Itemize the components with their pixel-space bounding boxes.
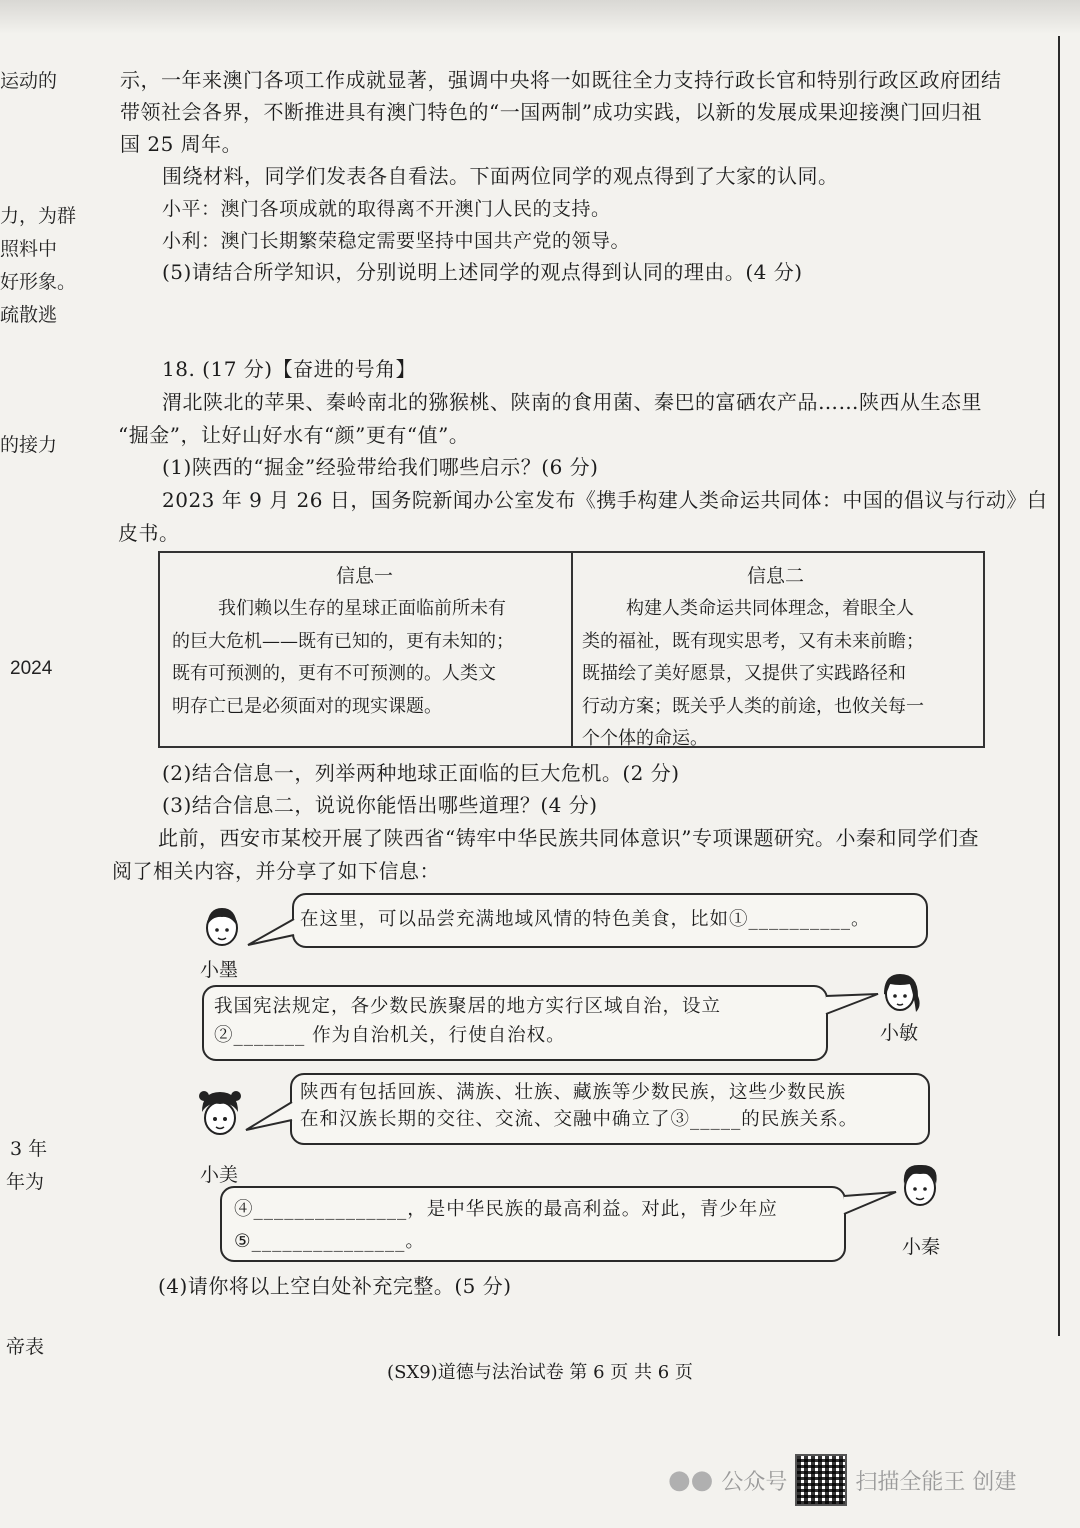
student-avatar-xiaomin [876,966,924,1018]
page-footer: (SX9)道德与法治试卷 第 6 页 共 6 页 [387,1362,693,1383]
info1-line: 的巨大危机——既有已知的，更有未知的； [172,630,514,652]
dialogue-line: ④_______________，是中华民族的最高利益。对此，青少年应 [234,1199,778,1220]
info1-line: 既有可预测的，更有不可预测的。人类文 [172,663,496,684]
info-table [158,551,985,748]
info1-line: 我们赖以生存的星球正面临前所未有 [218,598,506,619]
student-view-xiaoping: 小平：澳门各项成就的取得离不开澳门人民的支持。 [162,198,611,220]
left-fragment: 好形象。 [0,271,77,293]
student-avatar-xiaoqin [896,1160,944,1212]
info1-line: 明存亡已是必须面对的现实课题。 [172,695,442,717]
question-18-2: (2)结合信息一，列举两种地球正面临的巨大危机。(2 分) [162,761,680,785]
dialogue-line: ⑤_______________。 [234,1231,425,1252]
info2-body [582,593,924,756]
info2-line: 个个体的命运。 [582,728,708,749]
material-line: 国 25 周年。 [120,132,243,156]
question-18-3: (3)结合信息二，说说你能悟出哪些道理？(4 分) [162,793,598,817]
material-line: 带领社会各界，不断推进具有澳门特色的“一国两制”成功实践，以新的发展成果迎接澳门回归祖 [120,100,982,124]
bubble-tail [246,915,296,949]
left-fragment: 2024 [10,658,53,679]
question-18-title: 18. (17 分)【奋进的号角】 [162,357,417,381]
student-name: 小敏 [880,1022,919,1044]
question-18-4: (4)请你将以上空白处补充完整。(5 分) [158,1274,512,1298]
left-fragment: 运动的 [0,70,58,92]
left-fragment: 力，为群 [0,205,77,227]
page-edge-line [1058,36,1060,1336]
watermark-platform: 公众号 [721,1469,788,1495]
research-line: 阅了相关内容，并分享了如下信息： [112,859,440,883]
qr-code-icon [795,1454,847,1506]
bubble-tail [824,990,880,1024]
info2-line: 既描绘了美好愿景，又提供了实践路径和 [582,663,906,684]
table-divider [571,553,573,746]
left-fragment: 年为 [6,1171,45,1193]
dialogue-line: 在这里，可以品尝充满地域风情的特色美食，比如①__________。 [300,909,871,930]
question-5: (5)请结合所学知识，分别说明上述同学的观点得到认同的理由。(4 分) [162,260,803,284]
whitepaper-line: 2023 年 9 月 26 日，国务院新闻办公室发布《携手构建人类命运共同体：中国的倡议与行动》白 [162,488,1048,512]
dialogue-line: 在和汉族长期的交往、交流、交融中确立了③_____的民族关系。 [300,1109,859,1130]
question-18-1: (1)陕西的“掘金”经验带给我们哪些启示？(6 分) [162,455,599,479]
dialogue-line: 陕西有包括回族、满族、壮族、藏族等少数民族，这些少数民族 [300,1082,847,1103]
wechat-icon: ●● [668,1465,714,1495]
left-fragment: 的接力 [0,434,58,456]
dialogue-line: ②_______ 作为自治机关，行使自治权。 [214,1025,566,1046]
info1-title: 信息一 [336,565,394,587]
question-18-material: “掘金”，让好山好水有“颜”更有“值”。 [118,423,470,447]
student-avatar-xiaomei [196,1088,244,1140]
info2-title: 信息二 [747,565,805,587]
student-name: 小墨 [200,959,239,981]
watermark [668,1460,1016,1500]
watermark-text: 扫描全能王 创建 [855,1469,1017,1495]
student-avatar-xiaomo [198,900,246,952]
question-18-material: 渭北陕北的苹果、秦岭南北的猕猴桃、陕南的食用菌、秦巴的富硒农产品……陕西从生态里 [162,390,982,414]
bubble-tail [842,1188,898,1222]
left-fragment: 照料中 [0,238,58,260]
left-fragment: 3 年 [10,1138,48,1160]
research-line: 此前，西安市某校开展了陕西省“铸牢中华民族共同体意识”专项课题研究。小秦和同学们查 [158,826,979,850]
dialogue-line: 我国宪法规定，各少数民族聚居的地方实行区域自治，设立 [214,996,722,1017]
info2-line: 构建人类命运共同体理念，着眼全人 [626,598,914,619]
left-fragment: 疏散逃 [0,304,58,326]
bubble-tail [244,1098,294,1134]
whitepaper-line: 皮书。 [118,521,180,545]
student-name: 小美 [200,1164,239,1186]
student-view-xiaoli: 小利：澳门长期繁荣稳定需要坚持中国共产党的领导。 [162,230,631,252]
student-name: 小秦 [902,1236,941,1258]
material-line: 示，一年来澳门各项工作成就显著，强调中央将一如既往全力支持行政长官和特别行政区政府团结 [120,68,1002,92]
info1-body [172,593,514,723]
left-fragment: 帝表 [6,1336,45,1358]
info2-line: 类的福祉，既有现实思考，又有未来前瞻； [582,630,924,652]
info2-line: 行动方案；既关乎人类的前途，也攸关每一 [582,695,924,717]
discussion-intro: 围绕材料，同学们发表各自看法。下面两位同学的观点得到了大家的认同。 [162,164,839,188]
scan-shadow [0,0,1080,34]
